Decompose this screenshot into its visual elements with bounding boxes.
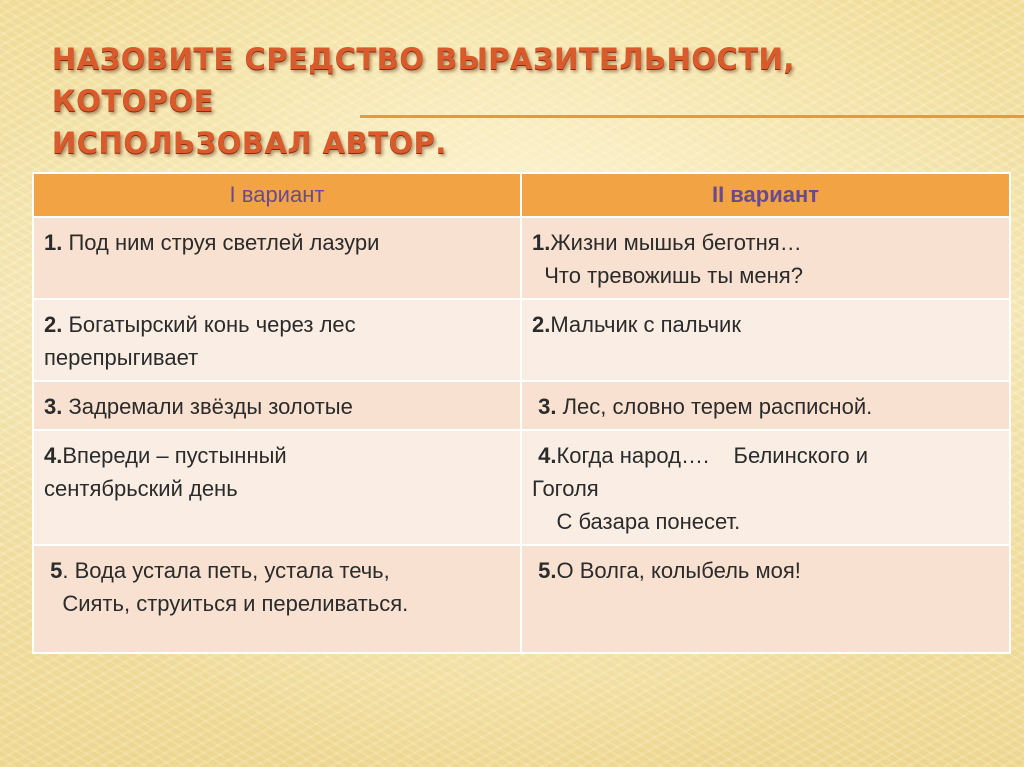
variant-2-item-5 — [521, 545, 1010, 653]
item-text: Гоголя — [532, 476, 599, 501]
item-text: Задремали звёзды золотые — [62, 394, 353, 419]
variant-2-item-1 — [521, 217, 1010, 299]
header-variant-1: I вариант — [33, 173, 521, 217]
item-text: . Вода устала петь, устала течь, — [62, 558, 390, 583]
slide-title-line-2: ИСПОЛЬЗОВАЛ АВТОР. — [52, 126, 447, 160]
item-number: 3. — [44, 394, 63, 419]
item-text: Сиять, струиться и переливаться. — [44, 591, 409, 616]
item-number: 4. — [532, 443, 557, 468]
item-number: 3. — [532, 394, 557, 419]
variant-1-item-3 — [33, 381, 521, 430]
item-number: 4. — [44, 443, 63, 468]
variant-1-item-4 — [33, 430, 521, 545]
variant-1-item-1 — [33, 217, 521, 299]
item-text: сентябрьский день — [44, 476, 238, 501]
item-number: 2. — [44, 312, 63, 337]
variant-2-item-2 — [521, 299, 1010, 381]
slide-title — [52, 38, 952, 164]
item-text: Жизни мышья беготня… — [550, 230, 802, 255]
table-row — [33, 545, 1010, 653]
item-text: Что тревожишь ты меня? — [532, 263, 803, 288]
item-text: О Волга, колыбель моя! — [556, 558, 801, 583]
title-underline-rule — [360, 115, 1024, 118]
item-number: 2. — [532, 312, 551, 337]
item-text: Мальчик с пальчик — [550, 312, 741, 337]
variant-1-item-2 — [33, 299, 521, 381]
item-number: 5 — [44, 558, 63, 583]
variant-1-item-5 — [33, 545, 521, 653]
item-text: Когда народ…. Белинского и — [556, 443, 869, 468]
item-text: перепрыгивает — [44, 345, 199, 370]
item-number: 1. — [44, 230, 63, 255]
variant-2-item-4 — [521, 430, 1010, 545]
item-text: Богатырский конь через лес — [62, 312, 356, 337]
table-row — [33, 299, 1010, 381]
variants-table — [32, 172, 1011, 654]
table-row — [33, 217, 1010, 299]
item-text: С базара понесет. — [532, 509, 741, 534]
item-text: Впереди – пустынный — [62, 443, 287, 468]
variant-2-item-3 — [521, 381, 1010, 430]
header-variant-2: II вариант — [521, 173, 1010, 217]
table-row — [33, 381, 1010, 430]
item-number: 1. — [532, 230, 551, 255]
item-text: Под ним струя светлей лазури — [62, 230, 380, 255]
item-number: 5. — [532, 558, 557, 583]
item-text: Лес, словно терем расписной. — [556, 394, 873, 419]
slide-title-line-1: НАЗОВИТЕ СРЕДСТВО ВЫРАЗИТЕЛЬНОСТИ, КОТОРОЕ — [52, 42, 795, 118]
table-row — [33, 430, 1010, 545]
table-header-row — [33, 173, 1010, 217]
